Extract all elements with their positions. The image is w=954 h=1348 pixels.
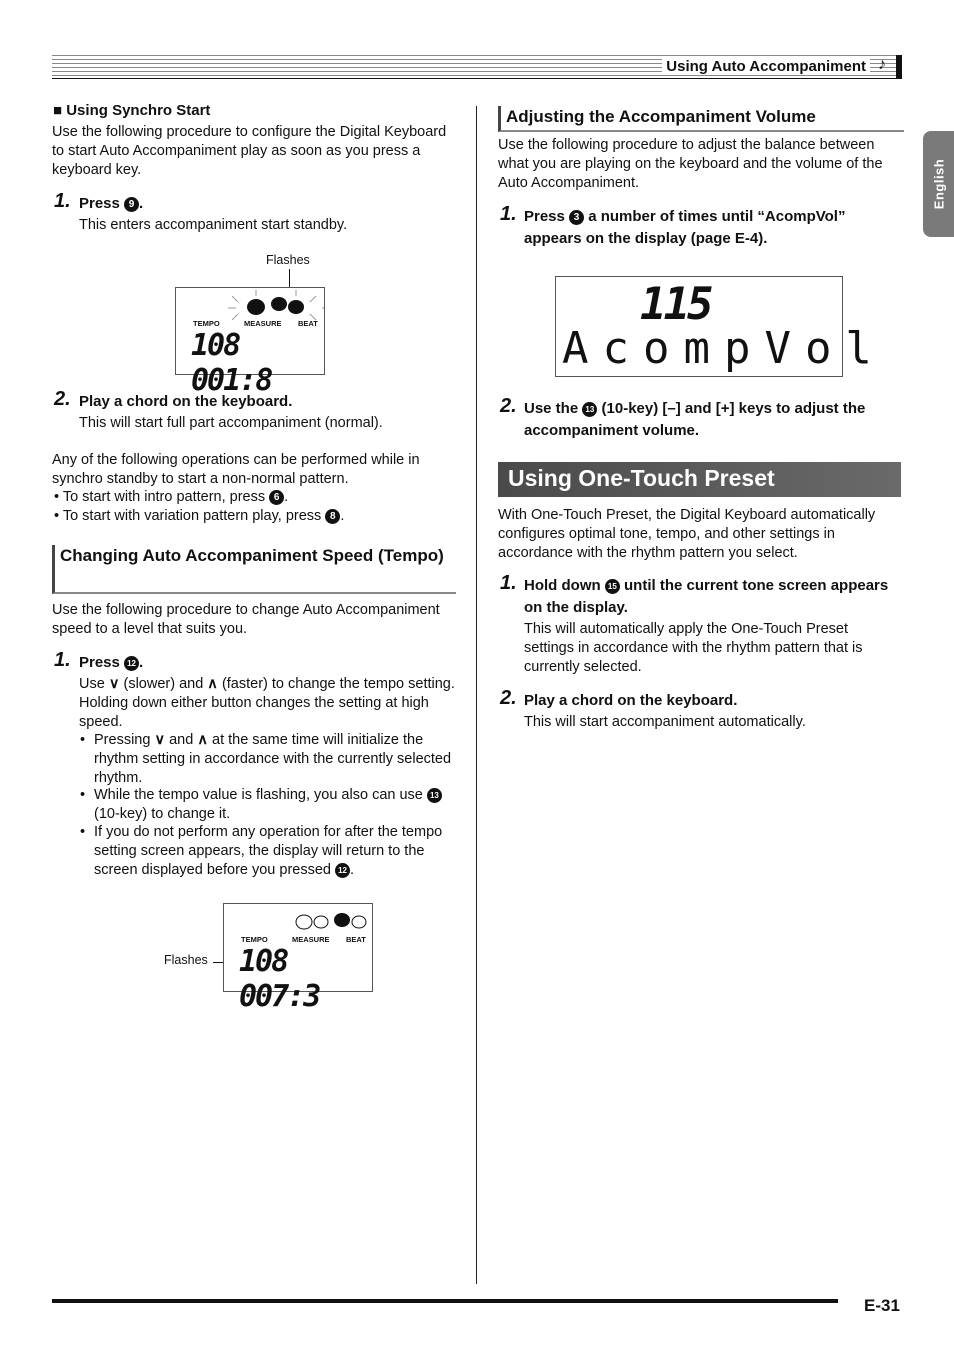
step-number: 2. [54, 388, 71, 410]
step-note: This enters accompaniment start standby. [79, 217, 348, 233]
language-tab-label: English [931, 158, 946, 210]
list-item: • While the tempo value is flashing, you also can use 13 (10-key) to change it. [80, 786, 457, 824]
step-text: Press 9 . [79, 195, 144, 212]
step-note: This will automatically apply the One-Touch Preset settings in accordance with the rhythm pattern that is currently selected. [524, 621, 863, 675]
step-text: Play a chord on the keyboard. [524, 692, 738, 709]
synchro-intro: Use the following procedure to configure the Digital Keyboard to start Auto Accompaniment play as soon as you press a keyboard key. [52, 124, 447, 178]
lcd-display-tempo [223, 903, 373, 1014]
header-bar [896, 55, 902, 79]
list-item: • To start with intro pattern, press 6 . [54, 489, 289, 505]
chevron-up-icon: ∧ [207, 676, 218, 692]
key-13-icon: 13 [427, 788, 442, 803]
key-15-icon: 15 [605, 579, 620, 594]
chevron-down-icon: ∨ [108, 676, 120, 692]
step-number: 1. [500, 203, 517, 225]
header-title: Using Auto Accompaniment [662, 58, 870, 75]
page-number: E-31 [864, 1296, 900, 1315]
flashes-callout: Flashes [164, 953, 208, 967]
lcd-value: 115 [640, 279, 711, 330]
key-12-icon: 12 [124, 656, 139, 671]
lcd-digits: 108 007:3 [239, 944, 320, 1014]
chevron-down-icon: ∨ [154, 732, 166, 748]
chevron-up-icon: ∧ [197, 732, 208, 748]
footer-rule [52, 1299, 838, 1303]
volume-intro: Use the following procedure to adjust the balance between what you are playing on the keyboard and the volume of the Auto Accompaniment. [498, 137, 883, 191]
lcd-text: AcompVol [562, 323, 886, 374]
flashes-callout: Flashes [266, 253, 310, 267]
lcd-display-volume [555, 276, 886, 377]
step-text: Use the 13 (10-key) [–] and [+] keys to adjust the accompaniment volume. [524, 400, 866, 439]
lcd-beat-label: BEAT [346, 935, 366, 944]
step-text: Play a chord on the keyboard. [79, 393, 293, 410]
lcd-tempo-label: TEMPO [193, 319, 220, 328]
step-number: 1. [54, 190, 71, 212]
key-3-icon: 3 [569, 210, 584, 225]
lcd-beat-label: BEAT [298, 319, 318, 328]
list-item: • To start with variation pattern play, press 8 . [54, 508, 345, 524]
lcd-measure-label: MEASURE [292, 935, 330, 944]
step-text: Hold down 15 until the current tone screen appears on the display. [524, 577, 889, 616]
tempo-instruction: Use ∨ (slower) and ∧ (faster) to change the tempo setting. Holding down either button changes the setting at high speed. [79, 676, 455, 730]
column-divider [476, 106, 477, 1284]
step-text: Press 3 a number of times until “AcompVol” appears on the display (page E-4). [524, 208, 846, 247]
key-8-icon: 8 [325, 509, 340, 524]
list-item: • If you do not perform any operation for after the tempo setting screen appears, the display will return to the screen displayed before you pressed 12 . [80, 824, 443, 878]
key-6-icon: 6 [269, 490, 284, 505]
lcd-measure-label: MEASURE [244, 319, 282, 328]
step-number: 1. [500, 572, 517, 594]
onetouch-intro: With One-Touch Preset, the Digital Keyboard automatically configures optimal tone, tempo, and other settings in accordance with the rhythm pattern you select. [498, 507, 876, 561]
operations-intro: Any of the following operations can be performed while in synchro standby to start a non-normal pattern. [52, 452, 420, 487]
step-number: 1. [54, 649, 71, 671]
lcd-tempo-label: TEMPO [241, 935, 268, 944]
step-note: This will start accompaniment automatically. [524, 714, 806, 730]
tempo-intro: Use the following procedure to change Auto Accompaniment speed to a level that suits you. [52, 602, 440, 637]
onetouch-banner [498, 462, 901, 497]
key-12-icon: 12 [335, 863, 350, 878]
synchro-heading: ■ Using Synchro Start [53, 102, 211, 119]
step-note: This will start full part accompaniment (normal). [79, 415, 383, 431]
lcd-digits: 108 001:8 [191, 328, 272, 398]
tempo-heading: Changing Auto Accompaniment Speed (Tempo) [52, 545, 456, 594]
lcd-display-synchro [175, 287, 325, 398]
language-tab [923, 131, 954, 237]
onetouch-heading: Using One-Touch Preset [508, 465, 775, 491]
step-number: 2. [500, 687, 517, 709]
volume-heading: Adjusting the Accompaniment Volume [498, 106, 904, 132]
beat-indicator-icon [224, 904, 372, 934]
music-note-icon: ♪ [878, 56, 886, 73]
step-number: 2. [500, 395, 517, 417]
key-13-icon: 13 [582, 402, 597, 417]
key-9-icon: 9 [124, 197, 139, 212]
step-text: Press 12 . [79, 654, 144, 671]
list-item: • Pressing ∨ and ∧ at the same time will initialize the rhythm setting in accordance with the currently selected rhythm. [80, 732, 452, 786]
